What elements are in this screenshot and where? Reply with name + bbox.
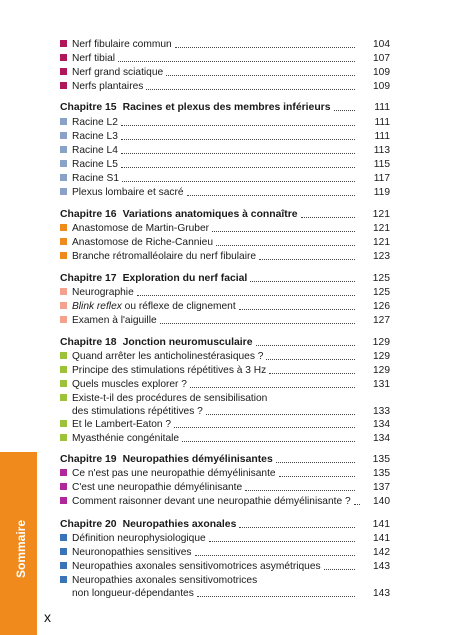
square-bullet-icon <box>60 252 67 259</box>
square-bullet-icon <box>60 82 67 89</box>
page-ref: 113 <box>373 145 390 156</box>
page-ref: 131 <box>373 379 390 390</box>
page-ref: 111 <box>374 131 390 142</box>
square-bullet-icon <box>60 132 67 139</box>
square-bullet-icon <box>60 352 67 359</box>
page-ref: 107 <box>373 53 390 64</box>
page-ref: 125 <box>372 273 390 284</box>
page-ref: 140 <box>373 496 390 507</box>
toc-entry[interactable]: Existe-t-il des procédures de sensibilisation des stimulations répétitives ? 133 <box>72 392 390 418</box>
toc-entry[interactable]: Nerf fibulaire commun 104 <box>72 38 390 51</box>
page-ref: 123 <box>373 251 390 262</box>
toc-entry[interactable]: Et le Lambert-Eaton ? 134 <box>72 418 390 431</box>
toc-entry[interactable]: Racine S1 117 <box>72 172 390 185</box>
page-ref: 129 <box>373 365 390 376</box>
sidebar-label: Sommaire <box>14 519 28 578</box>
page-ref: 137 <box>373 482 390 493</box>
page-ref: 121 <box>373 223 390 234</box>
toc-entry[interactable]: Neuropathies axonales sensitivomotrices asymétriques 143 <box>72 560 390 573</box>
page-ref: 143 <box>373 561 390 572</box>
chapter-heading[interactable]: Chapitre 20 Neuropathies axonales 141 <box>60 519 390 530</box>
toc-entry[interactable]: Racine L2 111 <box>72 116 390 129</box>
page-ref: 125 <box>373 287 390 298</box>
page-ref: 135 <box>373 468 390 479</box>
toc-entry[interactable]: Nerfs plantaires 109 <box>72 80 390 93</box>
square-bullet-icon <box>60 174 67 181</box>
chapter-heading[interactable]: Chapitre 16 Variations anatomiques à connaître 121 <box>60 209 390 220</box>
square-bullet-icon <box>60 288 67 295</box>
square-bullet-icon <box>60 483 67 490</box>
square-bullet-icon <box>60 224 67 231</box>
square-bullet-icon <box>60 562 67 569</box>
square-bullet-icon <box>60 366 67 373</box>
chapter-heading[interactable]: Chapitre 15 Racines et plexus des membres inférieurs 111 <box>60 102 390 113</box>
square-bullet-icon <box>60 316 67 323</box>
toc-entry[interactable]: Neurographie 125 <box>72 286 390 299</box>
page-ref: 129 <box>373 351 390 362</box>
toc-entry[interactable]: Définition neurophysiologique 141 <box>72 532 390 545</box>
page-ref: 104 <box>373 39 390 50</box>
toc-entry[interactable]: Nerf tibial 107 <box>72 52 390 65</box>
page-ref: 111 <box>374 102 390 113</box>
toc-entry[interactable]: Plexus lombaire et sacré 119 <box>72 186 390 199</box>
page-ref: 126 <box>373 301 390 312</box>
square-bullet-icon <box>60 160 67 167</box>
square-bullet-icon <box>60 469 67 476</box>
page-ref: 109 <box>373 81 390 92</box>
toc-entry[interactable]: Ce n'est pas une neuropathie démyélinisante 135 <box>72 467 390 480</box>
page-ref: 129 <box>372 337 390 348</box>
page-ref: 142 <box>373 547 390 558</box>
toc-entry[interactable]: Myasthénie congénitale 134 <box>72 432 390 445</box>
toc-entry[interactable]: Blink reflex ou réflexe de clignement 126 <box>72 300 390 313</box>
page-ref: 109 <box>373 67 390 78</box>
square-bullet-icon <box>60 54 67 61</box>
square-bullet-icon <box>60 68 67 75</box>
page-ref: 133 <box>373 406 390 417</box>
toc-entry[interactable]: C'est une neuropathie démyélinisante 137 <box>72 481 390 494</box>
square-bullet-icon <box>60 302 67 309</box>
chapter-heading[interactable]: Chapitre 19 Neuropathies démyélinisantes 135 <box>60 454 390 465</box>
square-bullet-icon <box>60 434 67 441</box>
chapter-heading[interactable]: Chapitre 17 Exploration du nerf facial 125 <box>60 273 390 284</box>
toc-entry[interactable]: Racine L4 113 <box>72 144 390 157</box>
square-bullet-icon <box>60 534 67 541</box>
square-bullet-icon <box>60 118 67 125</box>
toc-entry[interactable]: Racine L3 111 <box>72 130 390 143</box>
square-bullet-icon <box>60 394 67 401</box>
square-bullet-icon <box>60 548 67 555</box>
square-bullet-icon <box>60 40 67 47</box>
page-ref: 127 <box>373 315 390 326</box>
page-ref: 134 <box>373 419 390 430</box>
page-ref: 115 <box>373 159 390 170</box>
square-bullet-icon <box>60 497 67 504</box>
toc-entry[interactable]: Anastomose de Martin-Gruber 121 <box>72 222 390 235</box>
toc-entry[interactable]: Quels muscles explorer ? 131 <box>72 378 390 391</box>
page-ref: 141 <box>372 519 390 530</box>
square-bullet-icon <box>60 380 67 387</box>
page-ref: 119 <box>373 187 390 198</box>
page-ref: 141 <box>373 533 390 544</box>
square-bullet-icon <box>60 238 67 245</box>
page-ref: 117 <box>373 173 390 184</box>
chapter-heading[interactable]: Chapitre 18 Jonction neuromusculaire 129 <box>60 337 390 348</box>
toc-entry[interactable]: Racine L5 115 <box>72 158 390 171</box>
toc-entry[interactable]: Anastomose de Riche-Cannieu 121 <box>72 236 390 249</box>
page-ref: 135 <box>372 454 390 465</box>
toc-entry[interactable]: Comment raisonner devant une neuropathie démyélinisante ? 140 <box>72 495 390 508</box>
page-ref: 134 <box>373 433 390 444</box>
square-bullet-icon <box>60 146 67 153</box>
page-ref: 121 <box>373 237 390 248</box>
toc-entry[interactable]: Principe des stimulations répétitives à 3 Hz 129 <box>72 364 390 377</box>
toc-entry[interactable]: Quand arrêter les anticholinestérasiques ? 129 <box>72 350 390 363</box>
square-bullet-icon <box>60 420 67 427</box>
toc-entry[interactable]: Neuronopathies sensitives 142 <box>72 546 390 559</box>
page-ref: 121 <box>372 209 390 220</box>
page-number: x <box>44 609 51 625</box>
page-ref: 143 <box>373 588 390 599</box>
square-bullet-icon <box>60 576 67 583</box>
page-ref: 111 <box>374 117 390 128</box>
toc-entry[interactable]: Nerf grand sciatique 109 <box>72 66 390 79</box>
toc-entry[interactable]: Examen à l'aiguille 127 <box>72 314 390 327</box>
toc-entry[interactable]: Neuropathies axonales sensitivomotrices non longueur-dépendantes 143 <box>72 574 390 600</box>
square-bullet-icon <box>60 188 67 195</box>
toc-entry[interactable]: Branche rétromalléolaire du nerf fibulaire 123 <box>72 250 390 263</box>
